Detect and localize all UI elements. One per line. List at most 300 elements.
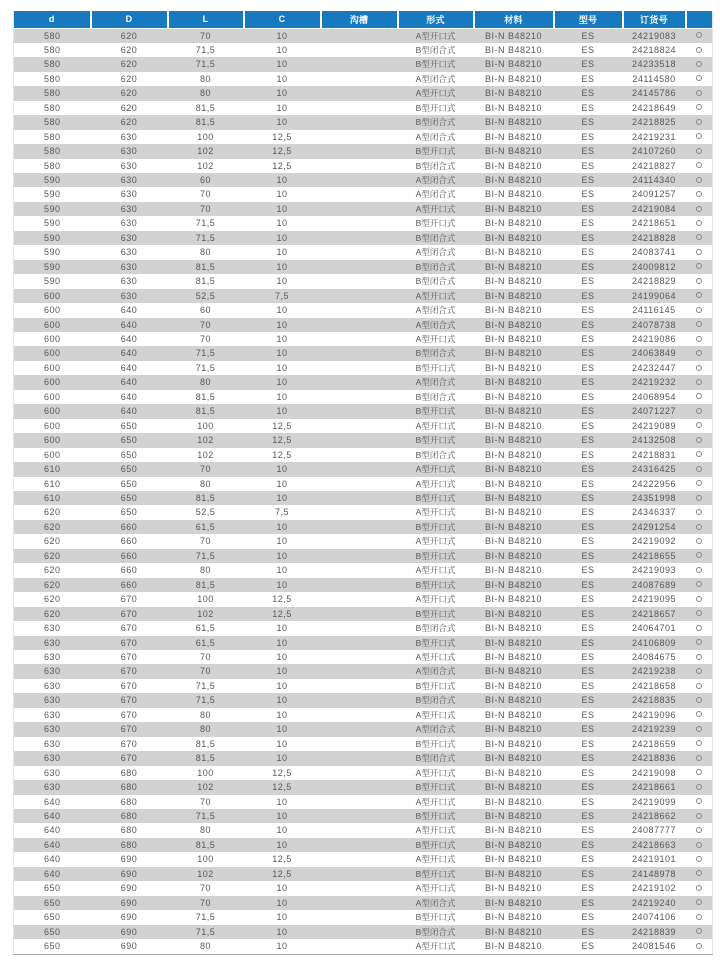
cell-model: ES — [581, 709, 595, 720]
cell-d: 630 — [43, 753, 61, 764]
cell-model: ES — [581, 305, 595, 316]
cell-L: 61,5 — [195, 623, 216, 634]
cell-C: 10 — [276, 796, 288, 807]
cell-model: ES — [581, 493, 595, 503]
cell-order-no: 24232447 — [631, 362, 677, 373]
cell-marker — [686, 72, 713, 86]
availability-circle-icon — [696, 365, 702, 371]
cell-marker — [686, 520, 713, 534]
availability-circle-icon — [696, 104, 702, 110]
cell-D: 670 — [120, 680, 138, 691]
cell-L: 71,5 — [195, 362, 216, 373]
cell-groove — [321, 332, 398, 346]
cell-D: 630 — [120, 131, 138, 142]
cell-marker — [686, 852, 713, 866]
cell-marker — [686, 28, 713, 43]
cell-d: 630 — [43, 666, 61, 677]
cell-d: 630 — [43, 680, 61, 691]
cell-D: 630 — [120, 232, 138, 243]
availability-circle-icon — [696, 408, 702, 414]
cell-model: ES — [581, 810, 595, 821]
cell-L: 61,5 — [195, 637, 216, 648]
cell-material: BI-N B48210 — [484, 608, 543, 619]
table-row — [14, 607, 713, 621]
cell-form: B型开口式 — [415, 59, 456, 70]
cell-L: 81,5 — [195, 261, 216, 272]
cell-marker — [686, 289, 713, 303]
cell-order-no: 24219089 — [631, 420, 677, 431]
cell-C: 10 — [276, 666, 288, 677]
cell-material: BI-N B48210 — [484, 637, 543, 648]
cell-D: 680 — [120, 825, 138, 836]
cell-marker — [686, 867, 713, 881]
cell-C: 10 — [276, 189, 288, 200]
cell-d: 610 — [43, 464, 61, 475]
cell-L: 71,5 — [195, 926, 216, 937]
cell-d: 620 — [43, 536, 61, 547]
cell-model: ES — [581, 565, 595, 576]
cell-model: ES — [581, 579, 595, 590]
cell-model: ES — [581, 117, 595, 128]
cell-L: 70 — [199, 464, 211, 475]
availability-circle-icon — [696, 625, 702, 631]
cell-marker — [686, 130, 713, 144]
cell-material: BI-N B48210 — [484, 59, 543, 70]
cell-model: ES — [581, 247, 595, 258]
table-row — [14, 650, 713, 664]
table-row — [14, 505, 713, 519]
cell-order-no: 24068954 — [631, 391, 677, 402]
cell-C: 12,5 — [272, 449, 292, 460]
cell-C: 10 — [276, 637, 288, 648]
cell-groove — [321, 462, 398, 476]
cell-material: BI-N B48210 — [484, 753, 543, 764]
cell-material: BI-N B48210 — [484, 102, 543, 113]
cell-material: BI-N B48210 — [484, 276, 543, 287]
cell-form: A型闭合式 — [415, 724, 456, 735]
cell-C: 12,5 — [272, 131, 292, 142]
cell-form: A型开口式 — [415, 507, 456, 518]
cell-D: 670 — [120, 724, 138, 735]
cell-marker — [686, 115, 713, 129]
cell-form: A型开口式 — [415, 651, 456, 662]
cell-C: 10 — [276, 232, 288, 243]
cell-model: ES — [581, 59, 595, 70]
cell-D: 620 — [120, 88, 138, 99]
cell-form: B型开口式 — [415, 680, 456, 691]
cell-material: BI-N B48210 — [484, 478, 543, 489]
cell-C: 12,5 — [272, 854, 292, 865]
cell-D: 670 — [120, 608, 138, 619]
cell-order-no: 24087689 — [631, 579, 677, 590]
table-row — [14, 231, 713, 245]
cell-model: ES — [581, 651, 595, 662]
cell-order-no: 24218655 — [631, 550, 677, 561]
cell-D: 670 — [120, 695, 138, 706]
cell-C: 12,5 — [272, 594, 292, 605]
table-row — [14, 202, 713, 216]
cell-L: 70 — [199, 334, 211, 345]
cell-d: 600 — [43, 377, 61, 388]
cell-L: 81,5 — [195, 579, 216, 590]
cell-form: B型闭合式 — [415, 348, 456, 359]
cell-order-no: 24063849 — [631, 348, 677, 359]
cell-D: 670 — [120, 738, 138, 749]
cell-material: BI-N B48210 — [484, 724, 543, 735]
cell-material: BI-N B48210 — [484, 73, 543, 84]
cell-form: B型闭合式 — [415, 449, 456, 460]
table-row — [14, 766, 713, 780]
cell-material: BI-N B48210 — [484, 897, 543, 908]
cell-groove — [321, 303, 398, 317]
table-row — [14, 57, 713, 71]
cell-marker — [686, 144, 713, 158]
cell-material: BI-N B48210 — [484, 348, 543, 359]
availability-circle-icon — [696, 740, 702, 746]
cell-C: 10 — [276, 897, 288, 908]
cell-D: 680 — [120, 782, 138, 793]
cell-order-no: 24116145 — [632, 305, 676, 316]
cell-D: 660 — [120, 579, 138, 590]
cell-D: 620 — [120, 30, 138, 41]
table-row — [14, 72, 713, 86]
cell-order-no: 24218662 — [631, 810, 677, 821]
cell-groove — [321, 390, 398, 404]
cell-d: 580 — [43, 146, 61, 157]
product-spec-table — [13, 11, 713, 955]
cell-D: 640 — [120, 305, 138, 316]
cell-D: 640 — [120, 377, 138, 388]
cell-order-no: 24222956 — [631, 478, 677, 489]
cell-d: 610 — [43, 493, 61, 503]
cell-groove — [321, 491, 398, 505]
table-row — [14, 433, 713, 447]
availability-circle-icon — [696, 162, 702, 168]
cell-groove — [321, 477, 398, 491]
cell-d: 630 — [43, 623, 61, 634]
cell-groove — [321, 621, 398, 635]
availability-circle-icon — [696, 495, 702, 501]
cell-material: BI-N B48210 — [484, 536, 543, 547]
cell-marker — [686, 202, 713, 216]
table-row — [14, 925, 713, 939]
cell-marker — [686, 910, 713, 924]
cell-order-no: 24219083 — [631, 30, 677, 41]
cell-L: 100 — [197, 594, 214, 605]
cell-order-no: 24219098 — [631, 767, 677, 778]
cell-marker — [686, 419, 713, 433]
cell-marker — [686, 592, 713, 606]
column-header-C: C — [244, 11, 321, 28]
table-row — [14, 751, 713, 765]
cell-form: A型开口式 — [415, 854, 456, 865]
cell-d: 600 — [43, 334, 61, 345]
cell-material: BI-N B48210 — [484, 319, 543, 330]
cell-material: BI-N B48210 — [484, 30, 543, 41]
cell-d: 590 — [43, 276, 61, 287]
cell-marker — [686, 448, 713, 462]
cell-material: BI-N B48210 — [484, 261, 543, 272]
table-row — [14, 375, 713, 389]
cell-model: ES — [581, 695, 595, 706]
cell-d: 630 — [43, 782, 61, 793]
cell-groove — [321, 115, 398, 129]
cell-d: 600 — [43, 391, 61, 402]
cell-D: 650 — [120, 464, 138, 475]
cell-order-no: 24351998 — [631, 493, 677, 503]
cell-C: 10 — [276, 912, 288, 923]
cell-D: 660 — [120, 565, 138, 576]
column-header-d: d — [14, 11, 91, 28]
table-row — [14, 838, 713, 852]
availability-circle-icon — [696, 466, 702, 472]
table-row — [14, 260, 713, 274]
cell-C: 10 — [276, 651, 288, 662]
cell-D: 670 — [120, 623, 138, 634]
cell-form: B型开口式 — [415, 810, 456, 821]
cell-L: 70 — [199, 796, 211, 807]
availability-circle-icon — [696, 47, 702, 53]
cell-C: 10 — [276, 73, 288, 84]
cell-D: 670 — [120, 637, 138, 648]
cell-C: 12,5 — [272, 146, 292, 157]
cell-L: 71,5 — [195, 44, 216, 55]
cell-model: ES — [581, 290, 595, 301]
cell-groove — [321, 549, 398, 563]
cell-d: 580 — [43, 73, 61, 84]
cell-model: ES — [581, 30, 595, 41]
cell-C: 10 — [276, 319, 288, 330]
cell-form: A型开口式 — [415, 420, 456, 431]
availability-circle-icon — [696, 552, 702, 558]
cell-C: 10 — [276, 218, 288, 229]
cell-L: 80 — [199, 73, 211, 84]
cell-order-no: 24132508 — [631, 435, 677, 446]
availability-circle-icon — [696, 32, 702, 38]
table-row — [14, 462, 713, 476]
cell-D: 670 — [120, 666, 138, 677]
availability-circle-icon — [696, 451, 702, 457]
cell-order-no: 24218663 — [631, 839, 677, 850]
cell-d: 600 — [43, 449, 61, 460]
cell-form: B型开口式 — [415, 579, 456, 590]
cell-C: 10 — [276, 579, 288, 590]
cell-marker — [686, 939, 713, 954]
cell-C: 10 — [276, 680, 288, 691]
cell-C: 10 — [276, 695, 288, 706]
cell-marker — [686, 578, 713, 592]
availability-circle-icon — [696, 943, 702, 949]
cell-order-no: 24219099 — [631, 796, 677, 807]
table-row — [14, 780, 713, 794]
table-row — [14, 852, 713, 866]
cell-model: ES — [581, 666, 595, 677]
cell-groove — [321, 173, 398, 187]
cell-D: 660 — [120, 521, 138, 532]
cell-marker — [686, 216, 713, 230]
availability-circle-icon — [696, 524, 702, 530]
cell-form: B型闭合式 — [415, 276, 456, 287]
cell-form: A型开口式 — [415, 536, 456, 547]
availability-circle-icon — [696, 813, 702, 819]
cell-marker — [686, 375, 713, 389]
cell-form: A型开口式 — [415, 464, 456, 475]
cell-C: 10 — [276, 883, 288, 894]
cell-marker — [686, 303, 713, 317]
cell-D: 630 — [120, 290, 138, 301]
cell-model: ES — [581, 926, 595, 937]
availability-circle-icon — [696, 726, 702, 732]
cell-model: ES — [581, 406, 595, 417]
cell-L: 70 — [199, 651, 211, 662]
cell-model: ES — [581, 232, 595, 243]
availability-circle-icon — [696, 75, 702, 81]
table-row — [14, 43, 713, 57]
availability-circle-icon — [696, 538, 702, 544]
cell-marker — [686, 708, 713, 722]
cell-L: 70 — [199, 319, 211, 330]
cell-form: A型闭合式 — [415, 377, 456, 388]
cell-C: 12,5 — [272, 868, 292, 879]
cell-model: ES — [581, 536, 595, 547]
availability-circle-icon — [696, 336, 702, 342]
cell-groove — [321, 289, 398, 303]
column-header-material: 材料 — [474, 11, 554, 28]
cell-order-no: 24218649 — [631, 102, 677, 113]
cell-L: 81,5 — [195, 753, 216, 764]
cell-form: A型开口式 — [415, 767, 456, 778]
cell-form: B型开口式 — [415, 608, 456, 619]
availability-circle-icon — [696, 784, 702, 790]
table-row — [14, 173, 713, 187]
cell-model: ES — [581, 782, 595, 793]
cell-form: B型闭合式 — [415, 391, 456, 402]
cell-D: 690 — [91, 939, 168, 954]
table-row — [14, 708, 713, 722]
cell-form: A型闭合式 — [415, 897, 456, 908]
availability-circle-icon — [696, 668, 702, 674]
cell-d: 640 — [43, 868, 61, 879]
cell-L: 80 — [199, 724, 211, 735]
table-row — [14, 159, 713, 173]
table-row — [14, 592, 713, 606]
cell-groove — [321, 130, 398, 144]
cell-d: 650 — [43, 926, 61, 937]
cell-C: 10 — [276, 536, 288, 547]
cell-form: B型开口式 — [415, 102, 456, 113]
cell-marker — [686, 159, 713, 173]
availability-circle-icon — [696, 596, 702, 602]
availability-circle-icon — [696, 220, 702, 226]
availability-circle-icon — [696, 119, 702, 125]
cell-d: 640 — [43, 854, 61, 865]
cell-L: 71,5 — [195, 810, 216, 821]
cell-order-no: 24219238 — [631, 666, 677, 677]
availability-circle-icon — [696, 61, 702, 67]
cell-D: 630 — [120, 276, 138, 287]
cell-order-no: 24009812 — [631, 261, 677, 272]
cell-model: ES — [581, 724, 595, 735]
cell-order-no: 24219239 — [631, 724, 677, 735]
cell-form: B型开口式 — [415, 521, 456, 532]
cell-form: B型开口式 — [415, 146, 456, 157]
cell-d: 630 — [43, 709, 61, 720]
cell-groove — [321, 260, 398, 274]
table-row — [14, 361, 713, 375]
cell-marker — [686, 462, 713, 476]
table-row — [14, 939, 713, 954]
cell-material: BI-N B48210 — [484, 189, 543, 200]
cell-D: 630 — [120, 160, 138, 171]
cell-D: 690 — [120, 883, 138, 894]
table-row — [14, 144, 713, 158]
cell-d: 590 — [43, 175, 61, 186]
cell-groove — [321, 520, 398, 534]
cell-model: ES — [581, 883, 595, 894]
table-row — [14, 448, 713, 462]
table-row — [14, 809, 713, 823]
availability-circle-icon — [696, 292, 702, 298]
cell-material: BI-N B48210 — [484, 796, 543, 807]
cell-L: 70 — [199, 203, 211, 214]
cell-d: 600 — [43, 435, 61, 446]
cell-material: BI-N B48210 — [484, 825, 543, 836]
cell-d: 620 — [43, 594, 61, 605]
cell-groove — [321, 722, 398, 736]
cell-D: 620 — [120, 102, 138, 113]
availability-circle-icon — [696, 206, 702, 212]
cell-material: BI-N B48210 — [484, 680, 543, 691]
availability-circle-icon — [696, 133, 702, 139]
cell-order-no: 24218827 — [631, 160, 677, 171]
cell-d: 600 — [43, 348, 61, 359]
cell-form: A型闭合式 — [415, 247, 456, 258]
cell-groove — [321, 838, 398, 852]
cell-form: A型开口式 — [415, 796, 456, 807]
cell-L: 60 — [199, 305, 211, 316]
cell-groove — [321, 708, 398, 722]
cell-L: 71,5 — [195, 680, 216, 691]
cell-marker — [686, 260, 713, 274]
cell-groove — [321, 693, 398, 707]
cell-d: 590 — [43, 247, 61, 258]
cell-material: BI-N B48210 — [474, 939, 554, 954]
cell-D: 680 — [120, 767, 138, 778]
cell-D: 690 — [120, 897, 138, 908]
availability-circle-icon — [696, 307, 702, 313]
cell-d: 650 — [43, 912, 61, 923]
availability-circle-icon — [696, 610, 702, 616]
cell-groove — [321, 159, 398, 173]
cell-marker — [686, 563, 713, 577]
cell-model: ES — [554, 939, 623, 954]
cell-material: BI-N B48210 — [484, 131, 543, 142]
cell-model: ES — [581, 73, 595, 84]
cell-material: BI-N B48210 — [484, 88, 543, 99]
cell-marker — [686, 722, 713, 736]
table-row — [14, 881, 713, 895]
availability-circle-icon — [696, 278, 702, 284]
cell-model: ES — [581, 753, 595, 764]
table-row — [14, 563, 713, 577]
cell-material: BI-N B48210 — [484, 420, 543, 431]
cell-model: ES — [581, 102, 595, 113]
cell-order-no: 24114580 — [632, 73, 676, 84]
cell-order-no: 24291254 — [631, 521, 677, 532]
table-row — [14, 346, 713, 360]
column-header-groove: 沟槽 — [321, 11, 398, 28]
cell-groove — [321, 563, 398, 577]
